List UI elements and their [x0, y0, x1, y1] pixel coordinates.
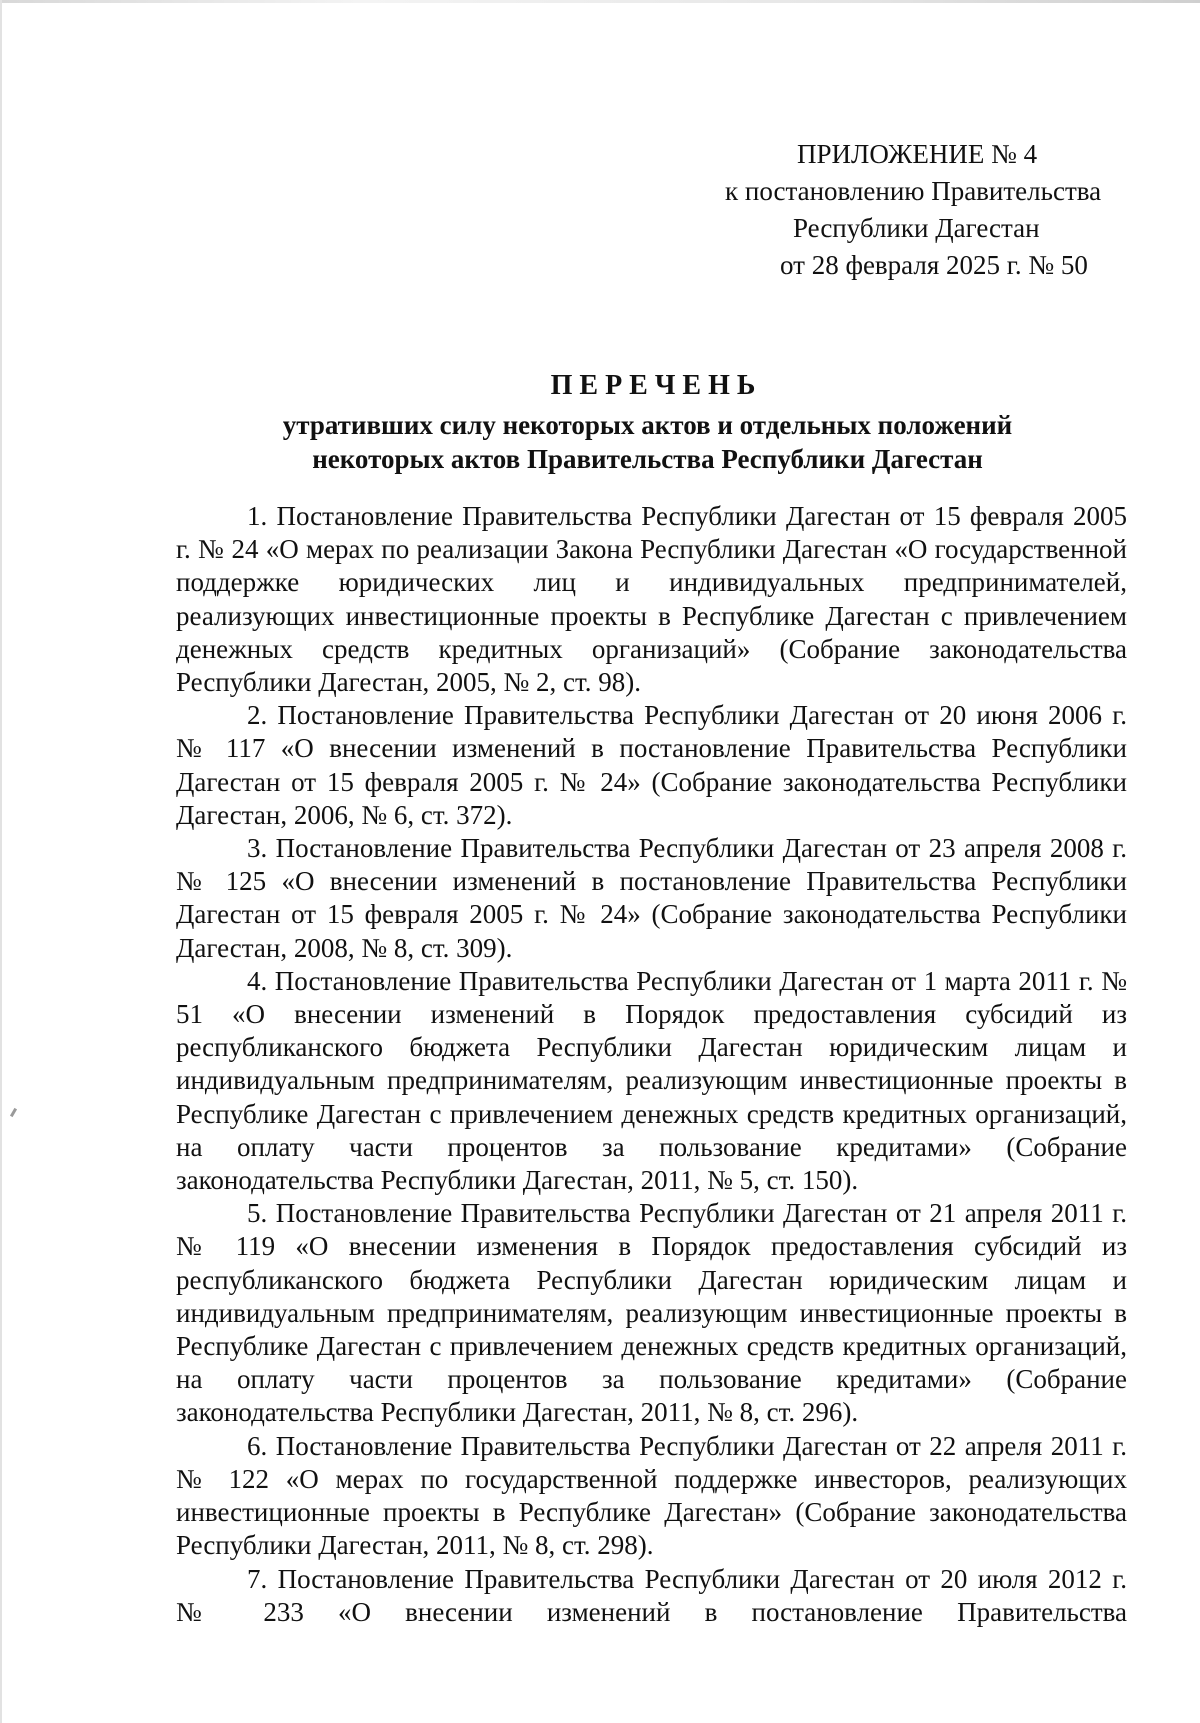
list-item: 1. Постановление Правительства Республики Дагестан от 15 февраля 2005 г. № 24 «О мерах по реализации Закона Республики Дагестан «О государственной поддержке юридических лиц и индивидуальных предпринимателей, реализующих инвестиционные проекты в Республике Дагестан с привлечением денежных средств кредитных организаций» (Собрание законодательства Республики Дагестан, 2005, № 2, ст. 98).	[176, 501, 1127, 698]
appendix-number: ПРИЛОЖЕНИЕ № 4	[797, 139, 1038, 169]
acts-list	[176, 500, 1127, 1629]
list-item: 6. Постановление Правительства Республики Дагестан от 22 апреля 2011 г. № 122 «О мерах по государственной поддержке инвесторов, реализующих инвестиционные проекты в Республике Дагестан» (Собрание законодательства Республики Дагестан, 2011, № 8, ст. 298).	[176, 1430, 1127, 1561]
scan-edge	[0, 0, 2, 1723]
appendix-header	[700, 136, 1130, 284]
list-item: 4. Постановление Правительства Республики Дагестан от 1 марта 2011 г. № 51 «О внесении изменений в Порядок предоставления субсидий из республиканского бюджета Республики Дагестан юридическим лицам и индивидуальным предпринимателям, реализующим инвестиционные проекты в Республике Дагестан с привлечением денежных средств кредитных организаций, на оплату части процентов за пользование кредитами» (Собрание законодательства Республики Дагестан, 2011, № 5, ст. 150).	[176, 965, 1127, 1196]
title-subtitle-line1: утративших силу некоторых актов и отдельных положений	[282, 410, 1013, 440]
title-subtitle-line2: некоторых актов Правительства Республики Дагестан	[312, 444, 983, 474]
list-item: 3. Постановление Правительства Республики Дагестан от 23 апреля 2008 г. № 125 «О внесении изменений в постановление Правительства Республики Дагестан от 15 февраля 2005 г. № 24» (Собрание законодательства Республики Дагестан, 2008, № 8, ст. 309).	[176, 833, 1127, 963]
appendix-decree-ref: к постановлению Правительства	[725, 176, 1102, 206]
list-item: 5. Постановление Правительства Республики Дагестан от 21 апреля 2011 г. № 119 «О внесении изменения в Порядок предоставления субсидий из республиканского бюджета Республики Дагестан юридическим лицам и индивидуальным предпринимателям, реализующим инвестиционные проекты в Республике Дагестан с привлечением денежных средств кредитных организаций, на оплату части процентов за пользование кредитами» (Собрание законодательства Республики Дагестан, 2011, № 8, ст. 296).	[176, 1198, 1127, 1428]
scan-edge	[0, 0, 1200, 3]
title-heading: ПЕРЕЧЕНЬ	[550, 370, 763, 401]
list-item: 7. Постановление Правительства Республики Дагестан от 20 июля 2012 г. № 233 «О внесении изменений в постановление Правительства	[176, 1563, 1127, 1627]
scan-speck	[10, 1108, 17, 1117]
appendix-date: от 28 февраля 2025 г. № 50	[780, 250, 1088, 280]
list-item: 2. Постановление Правительства Республики Дагестан от 20 июня 2006 г. № 117 «О внесении изменений в постановление Правительства Республики Дагестан от 15 февраля 2005 г. № 24» (Собрание законодательства Республики Дагестан, 2006, № 6, ст. 372).	[176, 700, 1127, 830]
appendix-republic: Республики Дагестан	[793, 213, 1040, 243]
document-title	[170, 368, 1125, 476]
